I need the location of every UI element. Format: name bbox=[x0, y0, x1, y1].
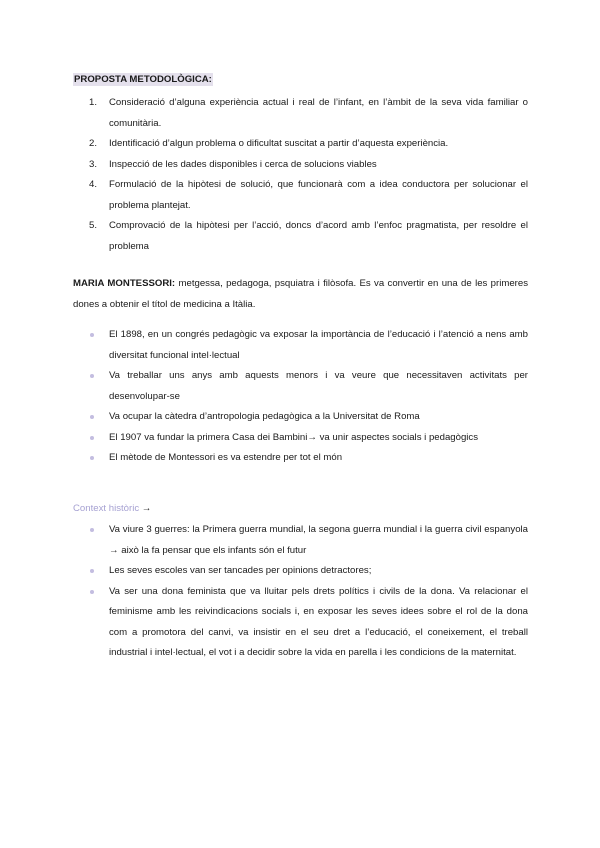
item-text: Consideració d’alguna experiència actual i real de l’infant, en l’àmbit de la seva vida familiar o comunitària. bbox=[109, 97, 528, 129]
list-item bbox=[73, 428, 528, 449]
item-number: 2. bbox=[89, 138, 98, 149]
item-number: 1. bbox=[89, 97, 98, 108]
bullet-icon bbox=[90, 456, 94, 460]
item-text: Va treballar uns anys amb aquests menors i va veure que necessitaven activitats per desenvolupar-se bbox=[109, 370, 528, 402]
list-item bbox=[73, 175, 528, 216]
item-text: Identificació d’algun problema o dificultat suscitat a partir d’aquesta experiència. bbox=[109, 138, 449, 149]
list-item bbox=[73, 448, 528, 469]
bullet-icon bbox=[90, 436, 94, 440]
bullet-icon bbox=[90, 569, 94, 573]
item-text: Comprovació de la hipòtesi per l’acció, doncs d’acord amb l’enfoc pragmatista, per resoldre el problema bbox=[109, 220, 528, 252]
context-list bbox=[73, 520, 528, 664]
item-text: El 1898, en un congrés pedagògic va exposar la importància de l’educació i l’atenció a nens amb diversitat funcional intel·lectual bbox=[109, 329, 528, 361]
list-item bbox=[73, 155, 528, 176]
proposta-list bbox=[73, 93, 528, 257]
item-text: El mètode de Montessori es va estendre per tot el món bbox=[109, 452, 343, 463]
item-text: Va viure 3 guerres: la Primera guerra mundial, la segona guerra mundial i la guerra civil espanyola → això la fa pensar que els infants són el futur bbox=[109, 524, 528, 556]
bullet-icon bbox=[90, 374, 94, 378]
montessori-intro bbox=[73, 274, 528, 315]
item-text: Va ser una dona feminista que va lluitar pels drets polítics i civils de la dona. Va relacionar el feminisme amb les reivindicacions socials i, en exposar les seves idees sobre el rol de la dona com a promotora del canvi, va insistir en el seu dret a l’educació, el coneixement, el treball industrial i intel·lectual, el vot i a decidir sobre la vida en parella i les condicions de la maternitat. bbox=[109, 585, 528, 658]
item-text: Formulació de la hipòtesi de solució, que funcionarà com a idea conductora per solucionar el problema plantejat. bbox=[109, 179, 528, 211]
context-heading bbox=[73, 502, 151, 516]
list-item bbox=[73, 134, 528, 155]
arrow-right-icon: → bbox=[139, 503, 152, 514]
context-title-text: Context històric bbox=[73, 503, 140, 514]
list-item bbox=[73, 520, 528, 561]
bullet-icon bbox=[90, 415, 94, 419]
montessori-name: MARIA MONTESSORI: bbox=[73, 278, 176, 289]
montessori-list bbox=[73, 325, 528, 469]
list-item bbox=[73, 93, 528, 134]
list-item bbox=[73, 561, 528, 582]
item-text: Va ocupar la càtedra d’antropologia pedagògica a la Universitat de Roma bbox=[109, 411, 420, 422]
bullet-icon bbox=[90, 333, 94, 337]
bullet-icon bbox=[90, 528, 94, 532]
item-number: 5. bbox=[89, 220, 98, 231]
list-item bbox=[73, 407, 528, 428]
bullet-icon bbox=[90, 590, 94, 594]
item-text: Inspecció de les dades disponibles i cerca de solucions viables bbox=[109, 158, 377, 170]
montessori-intro-text: metgessa, pedagoga, psquiatra i filòsofa. Es va convertir en una de les primeres dones a obtenir el títol de medicina a Itàlia. bbox=[73, 278, 528, 310]
list-item bbox=[73, 366, 528, 407]
proposta-heading: PROPOSTA METODOLÒGICA: bbox=[74, 74, 212, 85]
item-number: 4. bbox=[89, 179, 98, 190]
list-item bbox=[73, 582, 528, 664]
item-number: 3. bbox=[89, 158, 98, 170]
item-text: Les seves escoles van ser tancades per opinions detractores; bbox=[109, 565, 372, 576]
list-item bbox=[73, 216, 528, 257]
item-text: El 1907 va fundar la primera Casa dei Bambini→ va unir aspectes socials i pedagògics bbox=[109, 431, 479, 443]
list-item bbox=[73, 325, 528, 366]
